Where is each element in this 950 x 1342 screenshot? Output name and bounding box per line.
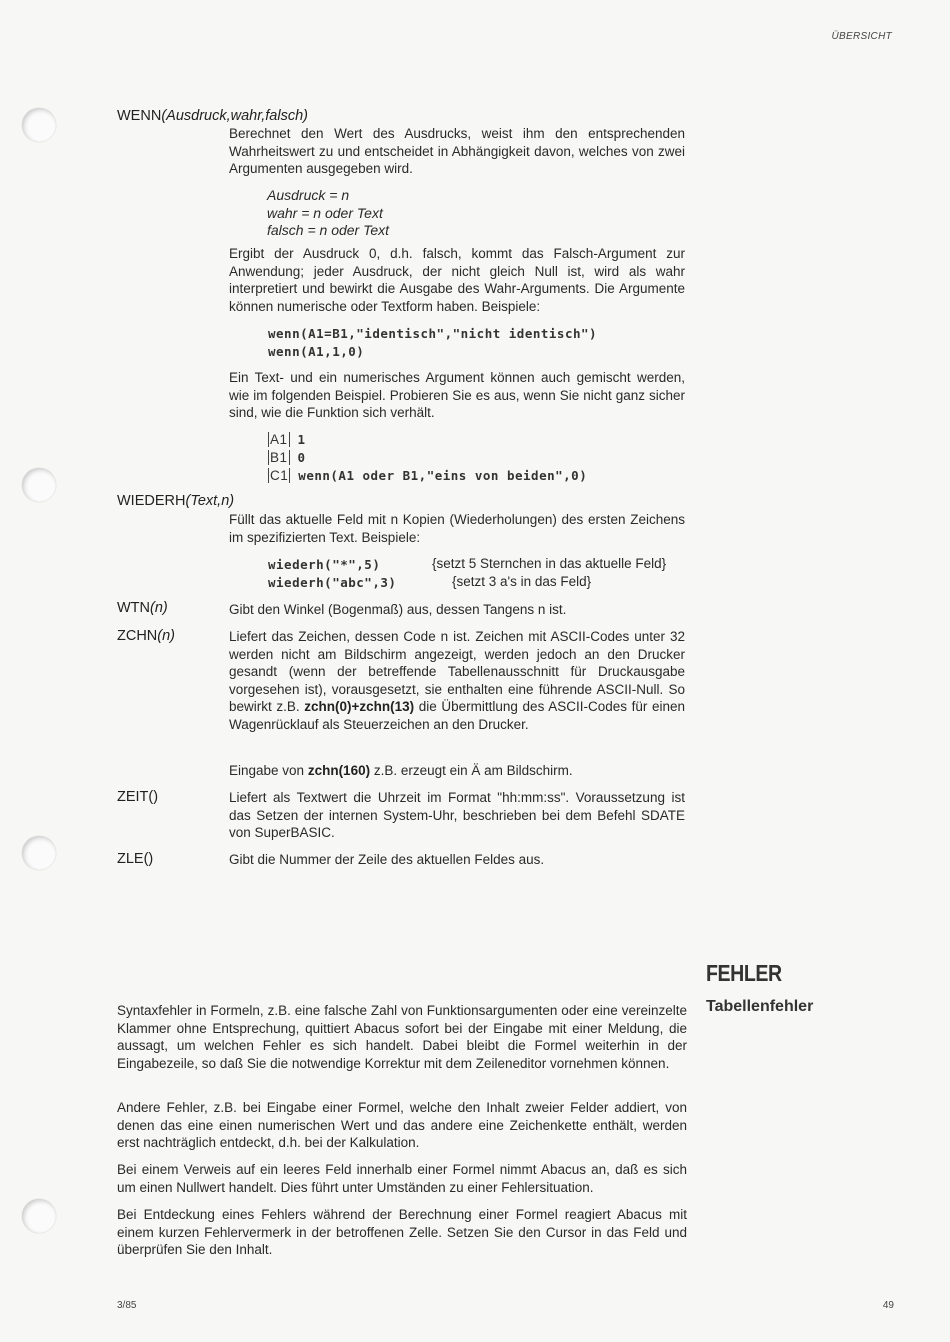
function-heading-zchn [117,628,175,644]
function-heading-zeit: ZEIT() [117,789,159,805]
wenn-def-wahr: wahr = n oder Text [267,205,383,221]
page-header-section: ÜBERSICHT [831,31,892,42]
function-args: (n) [157,628,176,644]
wenn-def-falsch: falsch = n oder Text [267,222,390,238]
fehler-paragraph: Syntaxfehler in Formeln, z.B. eine falsche Zahl von Funktionsargumenten oder eine vereinzelte Klammer ohne Entsprechung, quittiert Abacus sofort bei der Eingabe mit einer Meldung, die aussagt, um welchen Fehler es sich handelt. Dabei bleibt die Formel weiterhin in der Eingabezeile, so daß Sie die notwendige Korrektur mit dem Zeileneditor vornehmen können. [117,1003,687,1071]
section-title: FEHLER [706,960,782,986]
cell-ref: A1 [270,432,288,447]
function-heading-wtn [117,600,168,616]
zchn-code-inline: zchn(160) [307,763,371,778]
binder-hole [22,468,56,502]
binder-hole [22,1199,56,1233]
cell-value: 0 [297,450,306,465]
cell-example-row [268,450,306,465]
cell-ref: B1 [270,450,288,465]
wenn-description: Berechnet den Wert des Ausdrucks, weist ihm den entsprechenden Wahrheitswert zu und entscheidet in Abhängigkeit davon, welches von zwei Argumenten ausgegeben wird. [229,126,685,176]
wiederh-code-example: wiederh("abc",3) [268,575,397,590]
zchn-text: Liefert das Zeichen, dessen Code n ist. Zeichen mit ASCII-Codes unter 32 werden nicht am Bildschirm angezeigt, werden jedoch an den Drucker gesandt (wenn der betreffende Tabellenausschnitt für Druckausgabe vorgesehen ist), vorausgesetzt, sie enthalten eine führende ASCII-Null. So bewirkt z.B. [229,629,685,714]
function-name: WIEDERH [117,493,186,509]
zchn-code-inline: zchn(0)+zchn(13) [304,699,415,714]
cell-value: 1 [297,432,306,447]
function-name: ZCHN [117,628,158,644]
wenn-description-3: Ein Text- und ein numerisches Argument können auch gemischt werden, wie im folgenden Beispiel. Probieren Sie es aus, wenn Sie nicht ganz sicher sind, wie die Funktion sich verhält. [229,370,685,420]
page-number: 49 [882,1300,894,1311]
wenn-code-example: wenn(A1=B1,"identisch","nicht identisch") [268,326,598,341]
zchn-description-2 [229,762,685,780]
wiederh-description: Füllt das aktuelle Feld mit n Kopien (Wiederholungen) des ersten Zeichens im spezifizierten Text. Beispiele: [229,512,685,545]
function-heading-wenn [117,108,308,124]
function-heading-zle: ZLE() [117,851,154,867]
wenn-code-example: wenn(A1,1,0) [268,344,365,359]
cell-example-row [268,432,306,447]
function-heading-wiederh [117,493,234,509]
binder-hole [22,108,56,142]
function-args: (Ausdruck,wahr,falsch) [161,108,308,124]
binder-hole [22,836,56,870]
fehler-paragraph: Bei Entdeckung eines Fehlers während der Berechnung einer Formel reagiert Abacus mit einem kurzen Fehlervermerk in der betroffenen Zelle. Setzen Sie den Cursor in das Feld und überprüfen Sie den Inhalt. [117,1207,687,1257]
function-args: (Text,n) [185,493,235,509]
zchn-text: Eingabe von [229,763,308,778]
cell-example-row [268,468,587,483]
zchn-description [229,628,685,733]
wiederh-code-comment: {setzt 3 a's in das Feld} [452,574,592,589]
wiederh-code-example: wiederh("*",5) [268,557,381,572]
wiederh-code-comment: {setzt 5 Sternchen in das aktuelle Feld} [432,556,667,571]
fehler-paragraph: Andere Fehler, z.B. bei Eingabe einer Formel, welche den Inhalt zweier Felder addiert, von denen das eine einen numerischen Wert und das andere eine Zeichenkette enthält, werden erst nachträglich entdeckt, d.h. bei der Kalkulation. [117,1100,687,1150]
cell-value: wenn(A1 oder B1,"eins von beiden",0) [298,468,588,483]
wenn-description-2: Ergibt der Ausdruck 0, d.h. falsch, kommt das Falsch-Argument zur Anwendung; jeder Ausdruck, der nicht gleich Null ist, wird als wahr interpretiert und bewirkt die Ausgabe des Wahr-Arguments. Die Argumente können numerische oder Textform haben. Beispiele: [229,246,685,314]
function-name: WTN [117,600,151,616]
cell-ref: C1 [270,468,289,483]
function-args: (n) [150,600,168,616]
function-name: WENN [117,108,162,124]
zchn-text: z.B. erzeugt ein Ä am Bildschirm. [370,763,573,778]
wenn-def-ausdruck: Ausdruck = n [267,187,350,203]
footer-date: 3/85 [117,1300,137,1311]
section-subtitle: Tabellenfehler [706,998,814,1015]
zeit-description: Liefert als Textwert die Uhrzeit im Format "hh:mm:ss". Voraussetzung ist das Setzen der internen System-Uhr, beschrieben bei dem Befehl SDATE von SuperBASIC. [229,790,685,840]
wtn-description: Gibt den Winkel (Bogenmaß) aus, dessen Tangens n ist. [229,602,567,617]
zchn-text: die Übermittlung des ASCII-Codes für einen Wagenrücklauf als Steuerzeichen an den Drucker. [229,699,685,732]
fehler-paragraph: Bei einem Verweis auf ein leeres Feld innerhalb einer Formel nimmt Abacus an, daß es sich um einen Nullwert handelt. Dies führt unter Umständen zu einer Fehlersituation. [117,1162,687,1195]
zle-description: Gibt die Nummer der Zeile des aktuellen Feldes aus. [229,852,545,867]
